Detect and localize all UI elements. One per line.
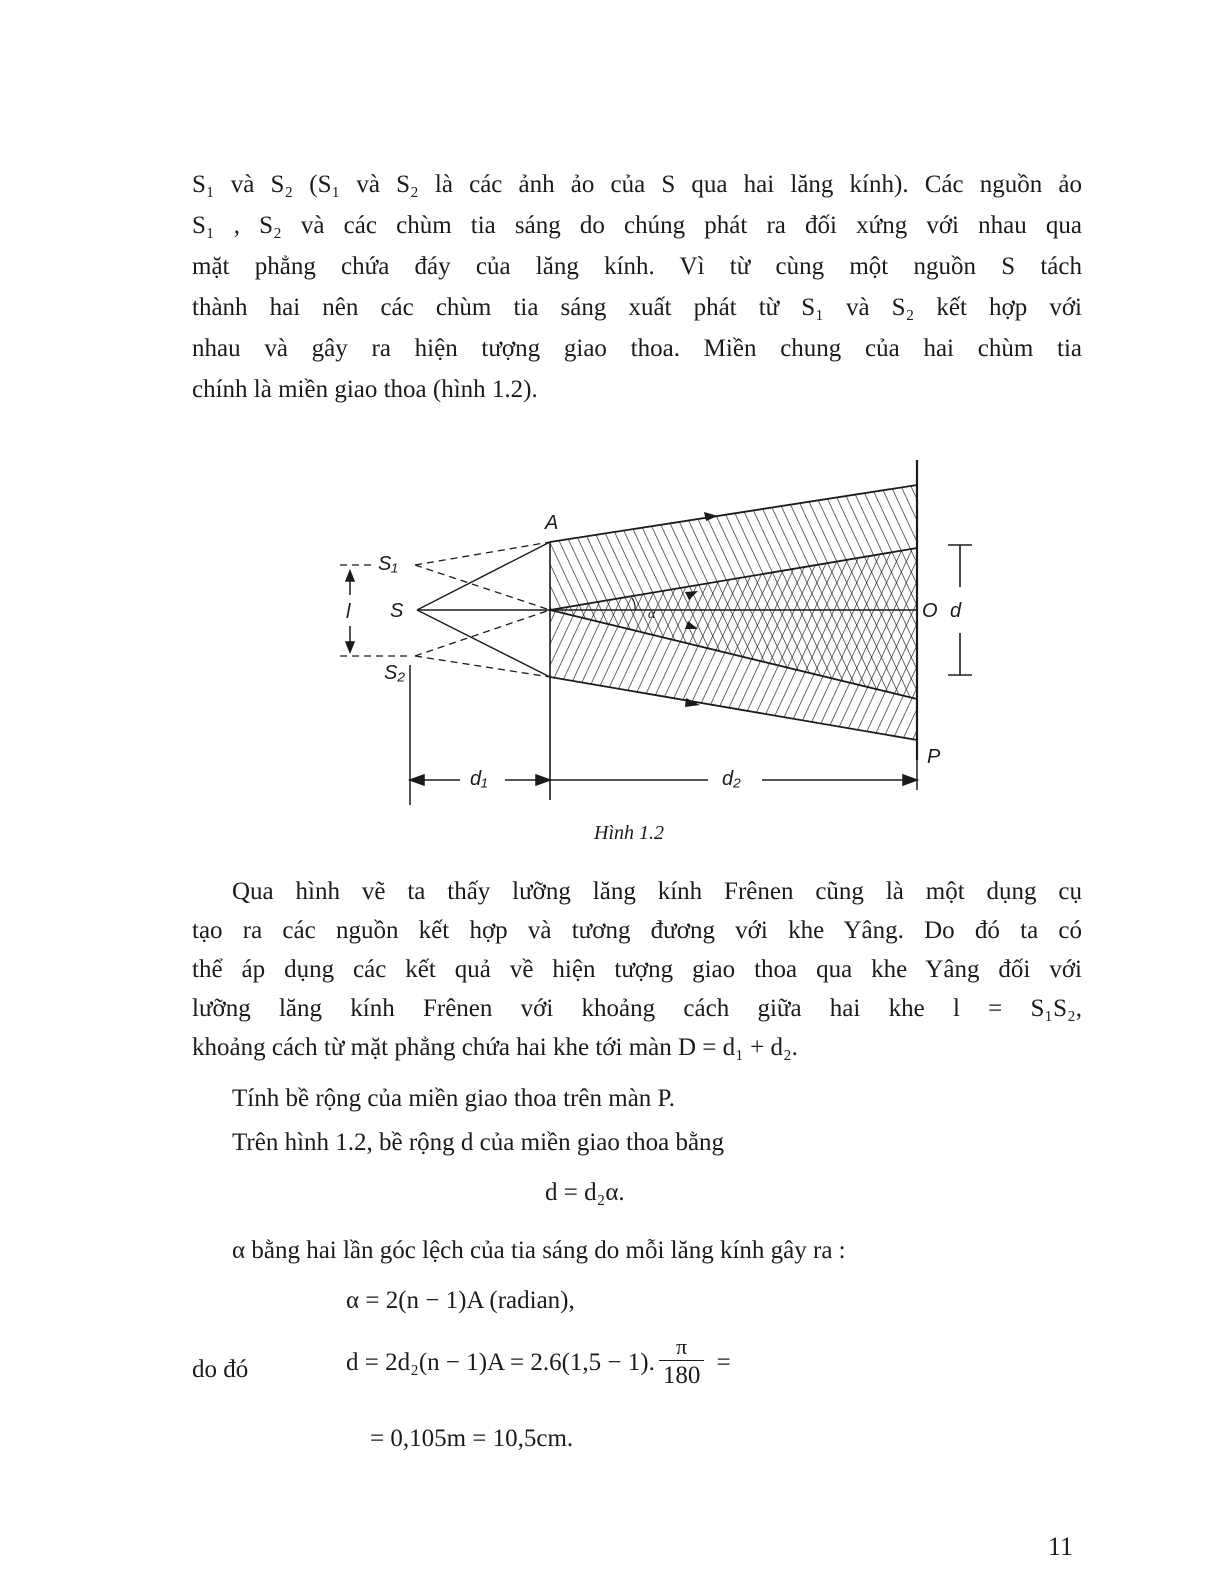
equation-d-left: d = 2d₂(n − 1)A = 2.6(1,5 − 1).: [346, 1348, 655, 1376]
fraction-numerator: π: [676, 1334, 688, 1359]
intro-paragraph: [192, 164, 1082, 410]
intro-line-2: S₁ , S₂ và các chùm tia sáng do chúng phát ra đối xứng với nhau qua: [192, 212, 1082, 239]
intro-line-6: chính là miền giao thoa (hình 1.2).: [192, 376, 538, 403]
intro-line-5: nhau và gây ra hiện tượng giao thoa. Miền chung của hai chùm tia: [192, 335, 1082, 362]
explanation-line-1: Qua hình vẽ ta thấy lưỡng lăng kính Frênen cũng là một dụng cụ: [232, 878, 1082, 905]
equation-alpha: α = 2(n − 1)A (radian),: [346, 1287, 575, 1314]
task-statement: Tính bề rộng của miền giao thoa trên màn P.: [232, 1085, 675, 1112]
explanation-line-3: thể áp dụng các kết quả về hiện tượng giao thoa qua khe Yâng đối với: [192, 956, 1082, 983]
label-s1: S₁: [378, 553, 398, 575]
width-statement: Trên hình 1.2, bề rộng d của miền giao thoa bằng: [232, 1129, 725, 1156]
label-alpha: α: [648, 607, 656, 622]
incident-ray-upper: [417, 542, 550, 610]
label-o: O: [922, 600, 938, 622]
label-a: A: [545, 512, 559, 534]
explanation-paragraph: [192, 872, 1082, 1067]
page-number: 11: [1048, 1532, 1074, 1561]
fraction-denominator: 180: [659, 1360, 705, 1391]
label-s2: S₂: [384, 662, 405, 684]
explanation-line-5: khoảng cách từ mặt phẳng chứa hai khe tới màn D = d₁ + d₂.: [192, 1034, 798, 1061]
label-d1: d₁: [470, 768, 488, 790]
fresnel-biprism-diagram: [330, 455, 960, 815]
intro-line-3: mặt phẳng chứa đáy của lăng kính. Vì từ cùng một nguồn S tách: [192, 253, 1082, 280]
equation-width: d = d₂α.: [545, 1179, 625, 1206]
explanation-line-2: tạo ra các nguồn kết hợp và tương đương với khe Yâng. Do đó ta có: [192, 917, 1082, 944]
label-d2: d₂: [722, 768, 741, 790]
label-d: d: [950, 600, 962, 622]
incident-ray-lower: [417, 610, 550, 677]
figure-caption: Hình 1.2: [594, 822, 664, 844]
intro-line-1: S₁ và S₂ (S₁ và S₂ là các ảnh ảo của S qua hai lăng kính). Các nguồn ảo: [192, 171, 1082, 198]
label-s: S: [390, 600, 404, 622]
pi-over-180-fraction: [659, 1334, 705, 1391]
label-l: l: [346, 601, 351, 623]
alpha-statement: α bằng hai lần góc lệch của tia sáng do mỗi lăng kính gây ra :: [232, 1237, 846, 1264]
equation-result: = 0,105m = 10,5cm.: [370, 1425, 574, 1452]
label-p: P: [927, 746, 941, 768]
equation-d-equals: =: [716, 1348, 731, 1376]
explanation-line-4: lưỡng lăng kính Frênen với khoảng cách giữa hai khe l = S₁S₂,: [192, 995, 1082, 1022]
intro-line-4: thành hai nên các chùm tia sáng xuất phát từ S₁ và S₂ kết hợp với: [192, 294, 1082, 321]
equation-d-calculation: [346, 1334, 731, 1391]
equation-label-therefore: do đó: [192, 1356, 249, 1383]
